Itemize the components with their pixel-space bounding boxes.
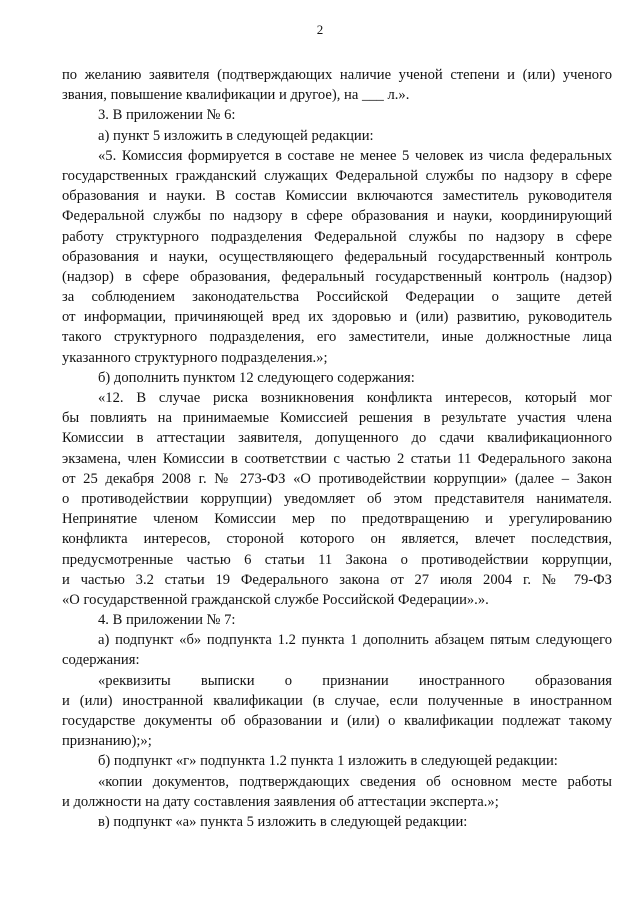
text-line: а) подпункт «б» подпункта 1.2 пункта 1 дополнить абзацем пятым следующего	[98, 632, 612, 649]
text-line: 4. В приложении № 7:	[98, 612, 236, 629]
text-line: б) дополнить пунктом 12 следующего содержания:	[98, 369, 415, 386]
text-line: «реквизиты выписки о признании иностранного образования	[98, 672, 612, 689]
text-line: признанию);»;	[62, 733, 152, 750]
text-line: и (или) иностранной квалификации (в случае, если полученные в иностранном	[62, 692, 612, 709]
text-line: «копии документов, подтверждающих сведения об основном месте работы	[98, 773, 612, 790]
text-line: 3. В приложении № 6:	[98, 107, 236, 124]
text-line: звания, повышение квалификации и другое), на ___ л.».	[62, 87, 410, 104]
text-line: «12. В случае риска возникновения конфликта интересов, который мог	[98, 390, 612, 406]
text-line: «О государственной гражданской службе Российской Федерации».».	[62, 591, 489, 608]
text-line: а) пункт 5 изложить в следующей редакции:	[98, 127, 374, 144]
text-line: Непринятие членом Комиссии мер по предотвращению и урегулированию	[62, 511, 612, 528]
text-line: бы повлиять на принимаемые Комиссией решения в результате участия члена	[62, 410, 612, 427]
text-line: работу структурного подразделения Федеральной службы по надзору в сфере	[62, 228, 612, 245]
text-line: государственных гражданский служащих Федеральной службы по надзору в сфере	[62, 167, 612, 184]
text-line: «5. Комиссия формируется в составе не менее 5 человек из числа федеральных	[98, 147, 612, 164]
text-line: Комиссии в аттестации заявителя, допущенного до сдачи квалификационного	[62, 430, 612, 447]
text-line: от информации, причиняющей вред их здоровью и (или) развитию, руководитель	[62, 309, 612, 326]
text-line: в) подпункт «а» пункта 5 изложить в следующей редакции:	[98, 813, 468, 830]
text-line: государстве документы об образовании и (или) о квалификации подлежат такому	[62, 713, 612, 729]
text-line: конфликта интересов, стороной которого он является, влечет последствия,	[62, 531, 612, 548]
text-line: за соблюдением законодательства Российской Федерации о защите детей	[62, 289, 612, 306]
text-line: Федеральной службы по надзору в сфере образования и науки, координирующий	[62, 208, 612, 225]
text-line: от 25 декабря 2008 г. № 273-ФЗ «О противодействии коррупции» (далее – Закон	[62, 470, 612, 487]
text-line: по желанию заявителя (подтверждающих наличие ученой степени и (или) ученого	[62, 67, 612, 83]
text-line: образования и науки, осуществляющего федеральный государственный контроль	[62, 248, 612, 265]
text-line: указанного структурного подразделения.»;	[62, 349, 328, 366]
document-body	[62, 65, 612, 832]
text-line: б) подпункт «г» подпункта 1.2 пункта 1 изложить в следующей редакции:	[98, 753, 558, 770]
text-line: и должности на дату составления заявления об аттестации эксперта.»;	[62, 793, 499, 810]
page-number: 2	[316, 22, 324, 37]
text-line: содержания:	[62, 652, 140, 669]
text-line: предусмотренные частью 6 статьи 11 Закона о противодействии коррупции,	[62, 551, 612, 568]
text-line: о противодействии коррупции) уведомляет об этом представителя нанимателя.	[62, 490, 612, 507]
text-line: (надзор) в сфере образования, федеральный государственный контроль (надзор)	[62, 268, 612, 285]
text-line: такого структурного подразделения, его заместители, иные должностные лица	[62, 329, 612, 346]
text-line: образования и науки. В состав Комиссии включаются заместитель руководителя	[62, 188, 612, 205]
text-line: и частью 3.2 статьи 19 Федерального закона от 27 июля 2004 г. № 79-ФЗ	[62, 571, 612, 588]
text-line: экзамена, член Комиссии в соответствии с частью 2 статьи 11 Федерального закона	[62, 450, 612, 467]
